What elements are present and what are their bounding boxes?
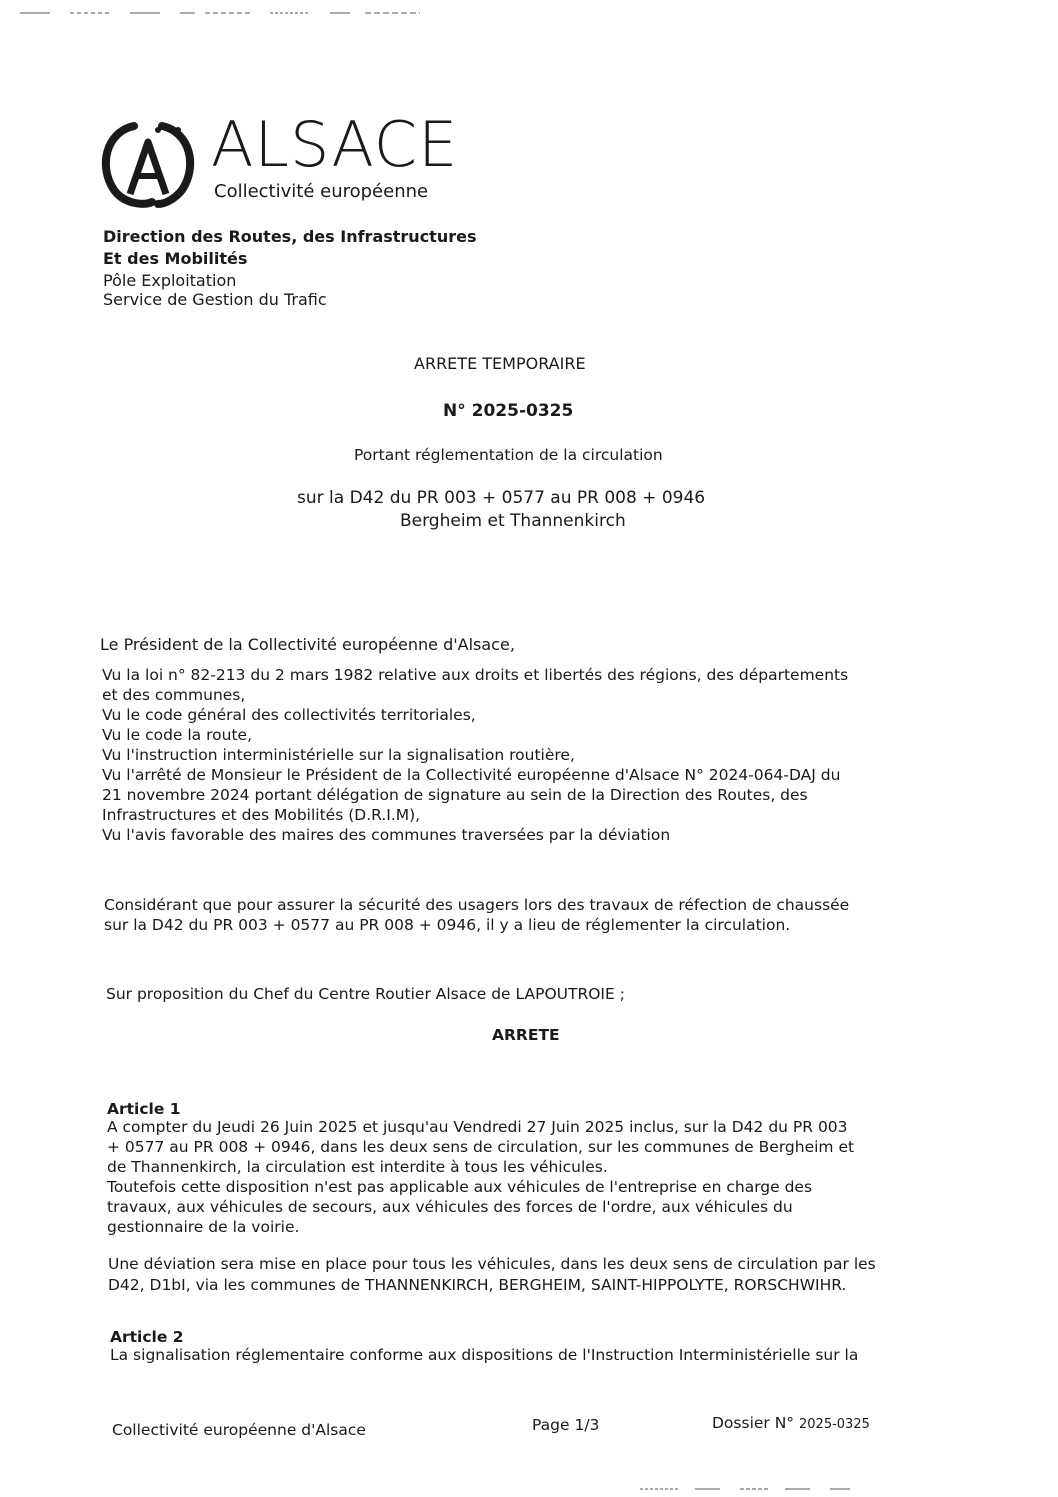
logo-name: ALSACE <box>211 108 459 181</box>
president-line: Le Président de la Collectivité européenne d'Alsace, <box>100 635 515 654</box>
proposition-line: Sur proposition du Chef du Centre Routier Alsace de LAPOUTROIE ; <box>106 985 625 1003</box>
vu-line-5: Vu l'instruction interministérielle sur la signalisation routière, <box>102 746 575 764</box>
vu-line-3: Vu le code général des collectivités territoriales, <box>102 706 476 724</box>
article-2-line-1: La signalisation réglementaire conforme aux dispositions de l'Instruction Interministérielle sur la <box>110 1346 859 1364</box>
footer-page-number: Page 1/3 <box>532 1416 600 1434</box>
scan-marks-bottom <box>640 1484 860 1494</box>
arrete-heading: ARRETE <box>492 1026 560 1044</box>
article-1-line-6: gestionnaire de la voirie. <box>107 1218 300 1236</box>
vu-line-8: Infrastructures et des Mobilités (D.R.I.M), <box>102 806 421 824</box>
article-1-line-1: A compter du Jeudi 26 Juin 2025 et jusqu'au Vendredi 27 Juin 2025 inclus, sur la D42 du PR 003 <box>107 1118 848 1136</box>
deviation-line-2: D42, D1bI, via les communes de THANNENKIRCH, BERGHEIM, SAINT-HIPPOLYTE, RORSCHWIHR. <box>108 1276 847 1294</box>
vu-line-9: Vu l'avis favorable des maires des communes traversées par la déviation <box>102 826 671 844</box>
considerant-line-1: Considérant que pour assurer la sécurité des usagers lors des travaux de réfection de chaussée <box>104 896 850 914</box>
alsace-emblem-icon <box>94 118 204 208</box>
scan-marks-top <box>20 8 420 18</box>
footer-dossier-number: 2025-0325 <box>799 1417 870 1432</box>
deviation-line-1: Une déviation sera mise en place pour tous les véhicules, dans les deux sens de circulation par les <box>108 1255 876 1273</box>
decree-location-line-1: sur la D42 du PR 003 + 0577 au PR 008 + 0946 <box>297 488 706 508</box>
decree-number: N° 2025-0325 <box>443 401 574 421</box>
department-line-3: Pôle Exploitation <box>103 271 237 290</box>
decree-location-line-2: Bergheim et Thannenkirch <box>400 511 626 531</box>
alsace-logo <box>94 108 459 218</box>
footer-dossier-label: Dossier N° <box>712 1414 795 1432</box>
decree-purpose: Portant réglementation de la circulation <box>354 446 663 464</box>
department-line-4: Service de Gestion du Trafic <box>103 290 327 309</box>
article-1-line-5: travaux, aux véhicules de secours, aux véhicules des forces de l'ordre, aux véhicules du <box>107 1198 793 1216</box>
article-1-line-2: + 0577 au PR 008 + 0946, dans les deux sens de circulation, sur les communes de Bergheim et <box>107 1138 855 1156</box>
article-2-title: Article 2 <box>110 1328 184 1346</box>
decree-type: ARRETE TEMPORAIRE <box>414 354 586 373</box>
article-1-line-4: Toutefois cette disposition n'est pas applicable aux véhicules de l'entreprise en charge des <box>107 1178 813 1196</box>
considerant-line-2: sur la D42 du PR 003 + 0577 au PR 008 + 0946, il y a lieu de réglementer la circulation. <box>104 916 791 934</box>
vu-line-2: et des communes, <box>102 686 246 704</box>
department-line-1: Direction des Routes, des Infrastructures <box>103 227 477 246</box>
vu-line-1: Vu la loi n° 82-213 du 2 mars 1982 relative aux droits et libertés des régions, des départements <box>102 666 849 684</box>
article-1-line-3: de Thannenkirch, la circulation est interdite à tous les véhicules. <box>107 1158 608 1176</box>
footer-dossier <box>712 1414 870 1432</box>
footer-organization: Collectivité européenne d'Alsace <box>112 1421 366 1439</box>
article-1-title: Article 1 <box>107 1100 181 1118</box>
vu-line-4: Vu le code la route, <box>102 726 252 744</box>
logo-subtitle: Collectivité européenne <box>214 181 429 202</box>
department-line-2: Et des Mobilités <box>103 249 248 268</box>
vu-line-6: Vu l'arrêté de Monsieur le Président de la Collectivité européenne d'Alsace N° 2024-064-DAJ du <box>102 766 841 784</box>
vu-line-7: 21 novembre 2024 portant délégation de signature au sein de la Direction des Routes, des <box>102 786 808 804</box>
